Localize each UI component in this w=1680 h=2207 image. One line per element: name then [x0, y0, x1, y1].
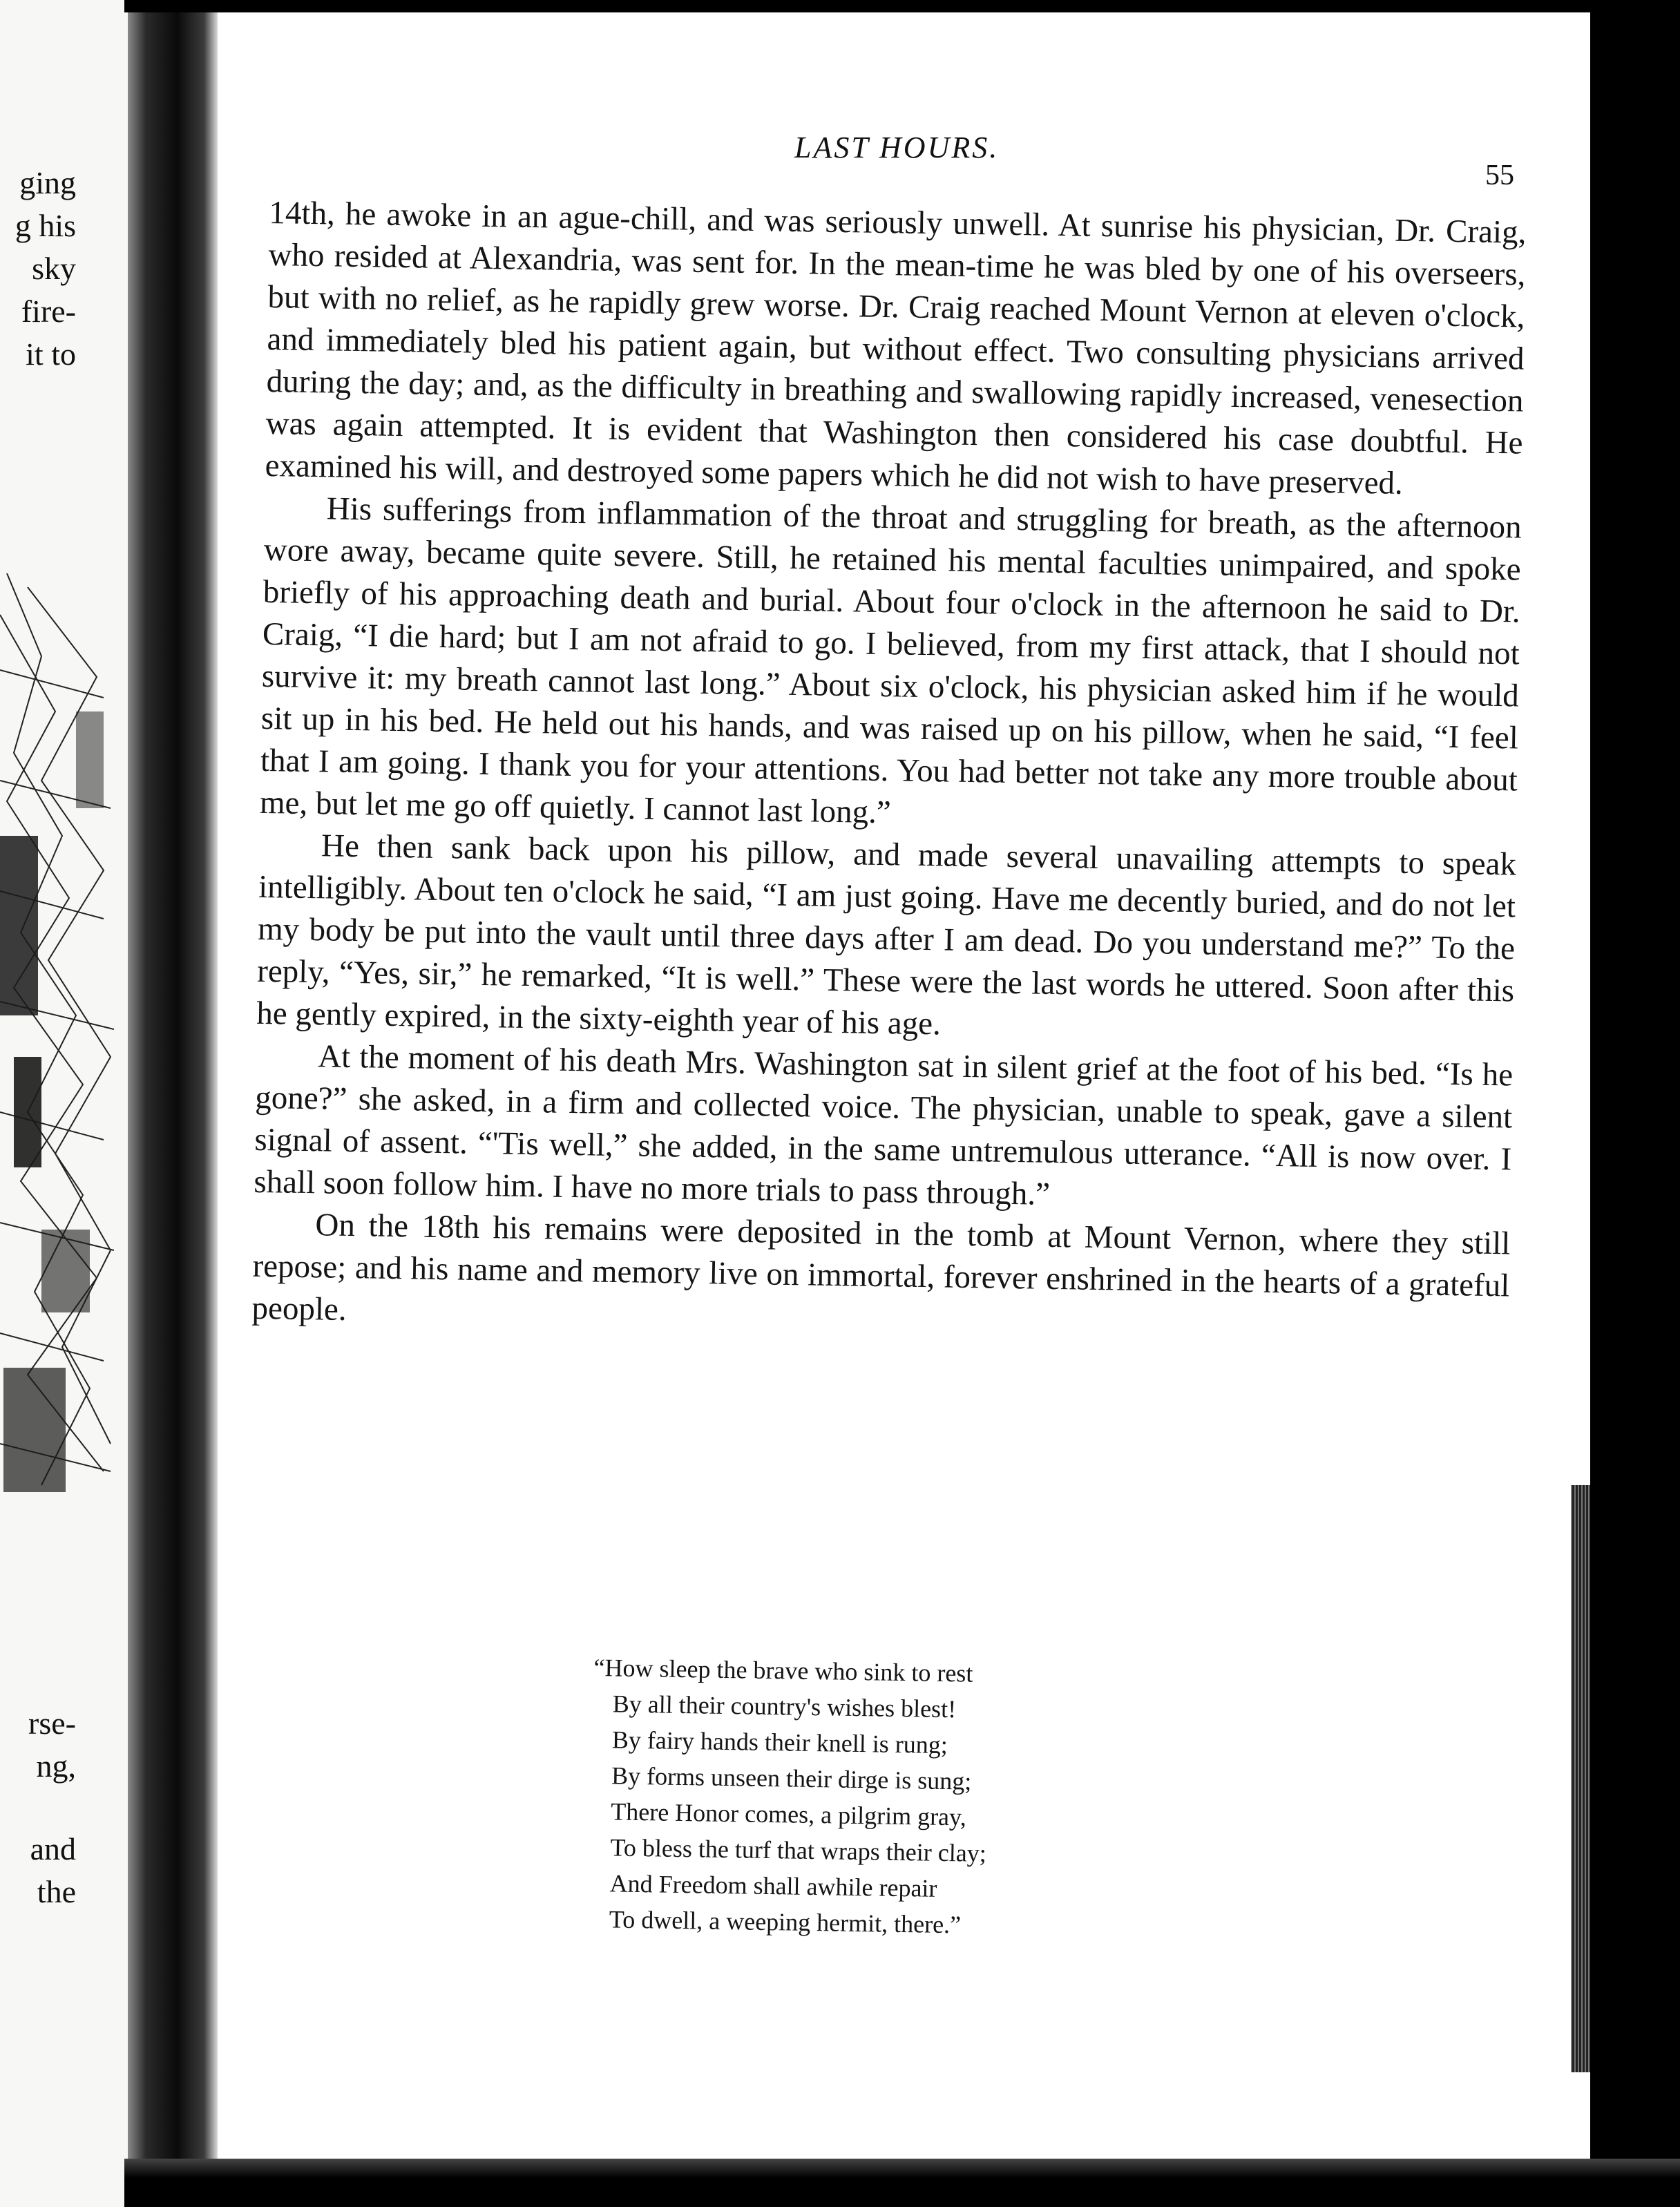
page-number: 55: [1485, 160, 1514, 191]
facing-page-fragment: fire-: [21, 294, 76, 329]
poem-line: By forms unseen their dirge is sung;: [611, 1761, 972, 1795]
paragraph: He then sank back upon his pillow, and made several unavailing attempts to speak intelligibly. About ten o'clock he said, “I am just going. Have me decently buried, and do not let my body be put into the vault until three days after I am dead. Do you understand me?” To the reply, “Yes, sir,” he remarked, “It is well.” These were the last words he uttered. Soon after this he gently expired, in the sixty-eighth year of his age.: [256, 828, 1517, 1042]
poem-line: By fairy hands their knell is rung;: [611, 1726, 948, 1759]
paragraph: On the 18th his remains were deposited in the tomb at Mount Vernon, where they still repose; and his name and memory live on immortal, forever enshrined in the hearts of a grateful people.: [251, 1207, 1511, 1328]
paragraph: At the moment of his death Mrs. Washington sat in silent grief at the foot of his bed. “Is he gone?” she asked, in a firm and collected voice. The physician, unable to speak, gave a silent signal of assent. “'Tis well,” she added, in the same untremulous utterance. “All is now over. I shall soon follow him. I have no more trials to pass through.”: [254, 1038, 1514, 1212]
poem-line: By all their country's wishes blest!: [612, 1690, 957, 1723]
paragraph: 14th, he awoke in an ague-chill, and was seriously unwell. At sunrise his physician, Dr. Craig, who resided at Alexandria, was sent for. In the mean-time he was bled by one of his overseers, but with no relief, as he rapidly grew worse. Dr. Craig reached Mount Vernon at eleven o'clock, and immediately bled his patient again, but without effect. Two consulting physicians arrived during the day; and, as the difficulty in breathing and swallowing rapidly increased, venesection was again attempted. It is evident that Washington then considered his case doubtful. He examined his will, and destroyed some papers which he did not wish to have preserved.: [265, 194, 1527, 501]
engraving-illustration: [0, 573, 114, 1540]
poem-line: “How sleep the brave who sink to rest: [593, 1653, 973, 1688]
running-head: LAST HOURS.: [794, 131, 1000, 164]
facing-page-fragment: it to: [26, 336, 76, 372]
scan-right-edge: [1590, 0, 1680, 2207]
poem-line: To dwell, a weeping hermit, there.”: [609, 1905, 962, 1939]
scan-bottom-edge: [124, 2159, 1680, 2207]
book-gutter: [128, 0, 218, 2207]
poem-line: And Freedom shall awhile repair: [609, 1869, 937, 1902]
facing-page: [0, 0, 128, 2207]
facing-page-fragment: the: [37, 1874, 76, 1909]
facing-page-fragment: g his: [15, 208, 76, 243]
paragraph: His sufferings from inflammation of the throat and struggling for breath, as the afternoon wore away, became quite severe. Still, he retained his mental faculties unimpaired, and spoke briefly of his approaching death and burial. About four o'clock in the afternoon he said to Dr. Craig, “I die hard; but I am not afraid to go. I believed, from my first attack, that I should not survive it: my breath cannot last long.” About six o'clock, his physician asked him if he would sit up in his bed. He held out his hands, and was raised up on his pillow, when he said, “I feel that I am going. I thank you for your attentions. You had better not take any more trouble about me, but let me go off quietly. I cannot last long.”: [259, 490, 1522, 831]
scan-top-edge: [124, 0, 1680, 12]
facing-page-fragment: sky: [32, 251, 76, 286]
poem-line: To bless the turf that wraps their clay;: [610, 1833, 987, 1867]
book-page: [218, 12, 1590, 2159]
body-text: [251, 192, 1527, 1349]
facing-page-fragment: and: [30, 1831, 76, 1866]
poem-line: There Honor comes, a pilgrim gray,: [611, 1797, 967, 1831]
facing-page-fragment: ging: [19, 165, 76, 200]
facing-page-fragment: ng,: [36, 1748, 76, 1784]
poem-quotation: [589, 1650, 989, 1943]
facing-page-fragment: rse-: [28, 1706, 76, 1741]
